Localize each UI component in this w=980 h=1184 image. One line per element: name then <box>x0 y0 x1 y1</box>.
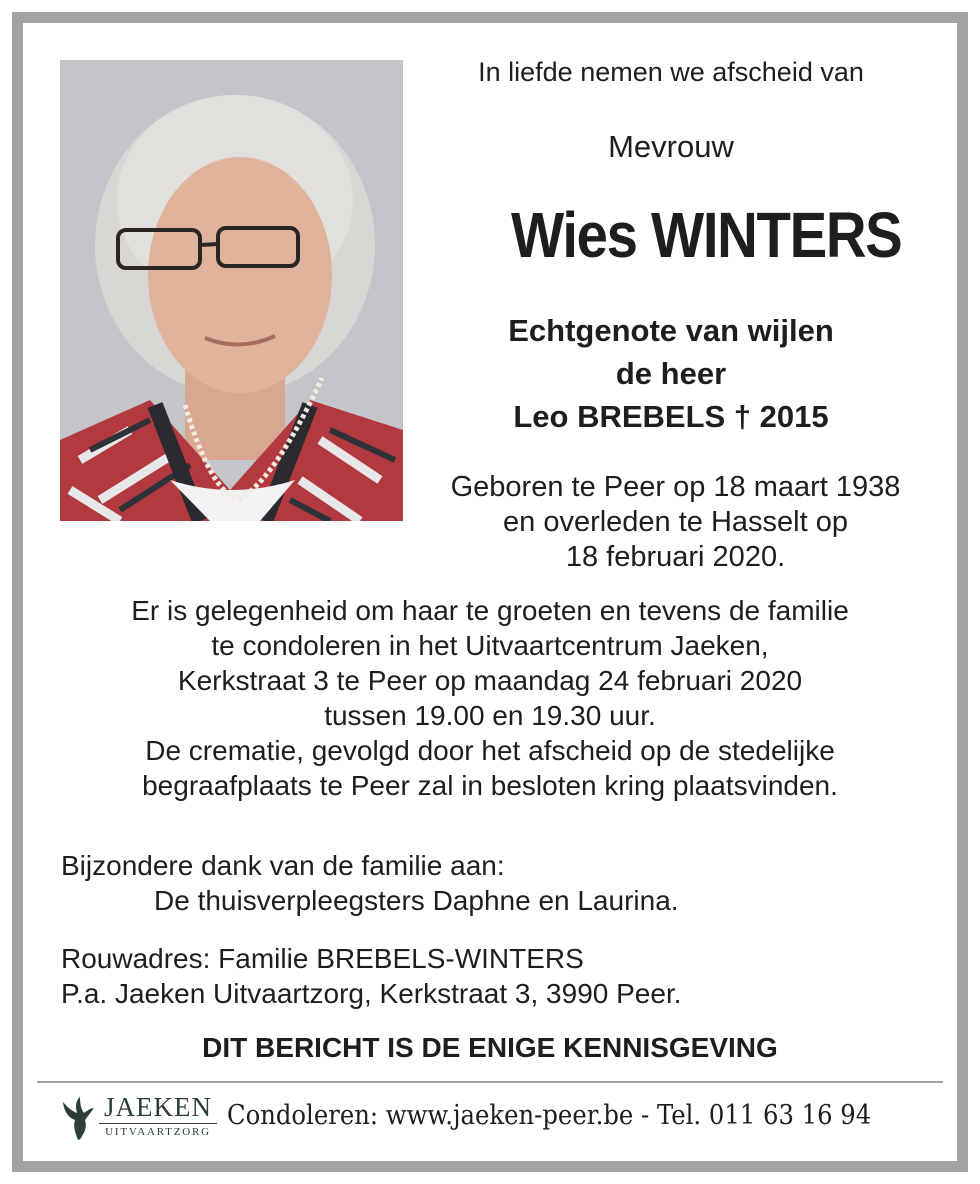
birth-death-info <box>408 470 943 575</box>
spouse-info <box>431 309 911 438</box>
logo-subtitle: UITVAARTZORG <box>105 1126 211 1138</box>
footer-divider <box>37 1081 943 1083</box>
portrait-photo <box>60 60 403 521</box>
spouse-line: Echtgenote van wijlen <box>508 313 834 348</box>
footer <box>55 1088 943 1146</box>
address-line: Rouwadres: Familie BREBELS-WINTERS <box>61 943 584 974</box>
visitation-line: Er is gelegenheid om haar te groeten en tevens de familie <box>131 595 849 626</box>
address-line: P.a. Jaeken Uitvaartzorg, Kerkstraat 3, 3990 Peer. <box>61 978 682 1009</box>
mourning-address <box>61 941 921 1011</box>
salutation: Mevrouw <box>608 129 734 164</box>
logo-name: JAEKEN <box>104 1092 212 1122</box>
portrait-image <box>60 60 403 521</box>
dove-icon <box>61 1096 95 1142</box>
birth-line: en overleden te Hasselt op <box>503 506 848 538</box>
sole-notice: DIT BERICHT IS DE ENIGE KENNISGEVING <box>202 1032 778 1063</box>
visitation-line: tussen 19.00 en 19.30 uur. <box>324 700 656 731</box>
deceased-name: Wies WINTERS <box>510 199 902 271</box>
birth-line: 18 februari 2020. <box>565 541 786 573</box>
thanks-line: De thuisverpleegsters Daphne en Laurina. <box>154 885 679 916</box>
spouse-line: de heer <box>615 356 727 391</box>
intro-text: In liefde nemen we afscheid van <box>478 57 864 87</box>
thanks-heading: Bijzondere dank van de familie aan: <box>61 850 505 881</box>
thanks-info <box>61 848 921 918</box>
visitation-line: te condoleren in het Uitvaartcentrum Jaeken, <box>211 630 769 661</box>
birth-line: Geboren te Peer op 18 maart 1938 <box>450 471 901 503</box>
logo-underline <box>99 1123 217 1124</box>
spouse-line: Leo BREBELS † 2015 <box>513 399 829 434</box>
visitation-info <box>23 593 957 803</box>
visitation-line: De crematie, gevolgd door het afscheid op de stedelijke <box>145 735 835 766</box>
card-content <box>23 23 957 1161</box>
visitation-line: Kerkstraat 3 te Peer op maandag 24 februari 2020 <box>177 665 803 696</box>
visitation-line: begraafplaats te Peer zal in besloten kring plaatsvinden. <box>142 770 838 801</box>
condolence-contact: Condoleren: www.jaeken-peer.be - Tel. 011 63 16 94 <box>227 1100 872 1131</box>
